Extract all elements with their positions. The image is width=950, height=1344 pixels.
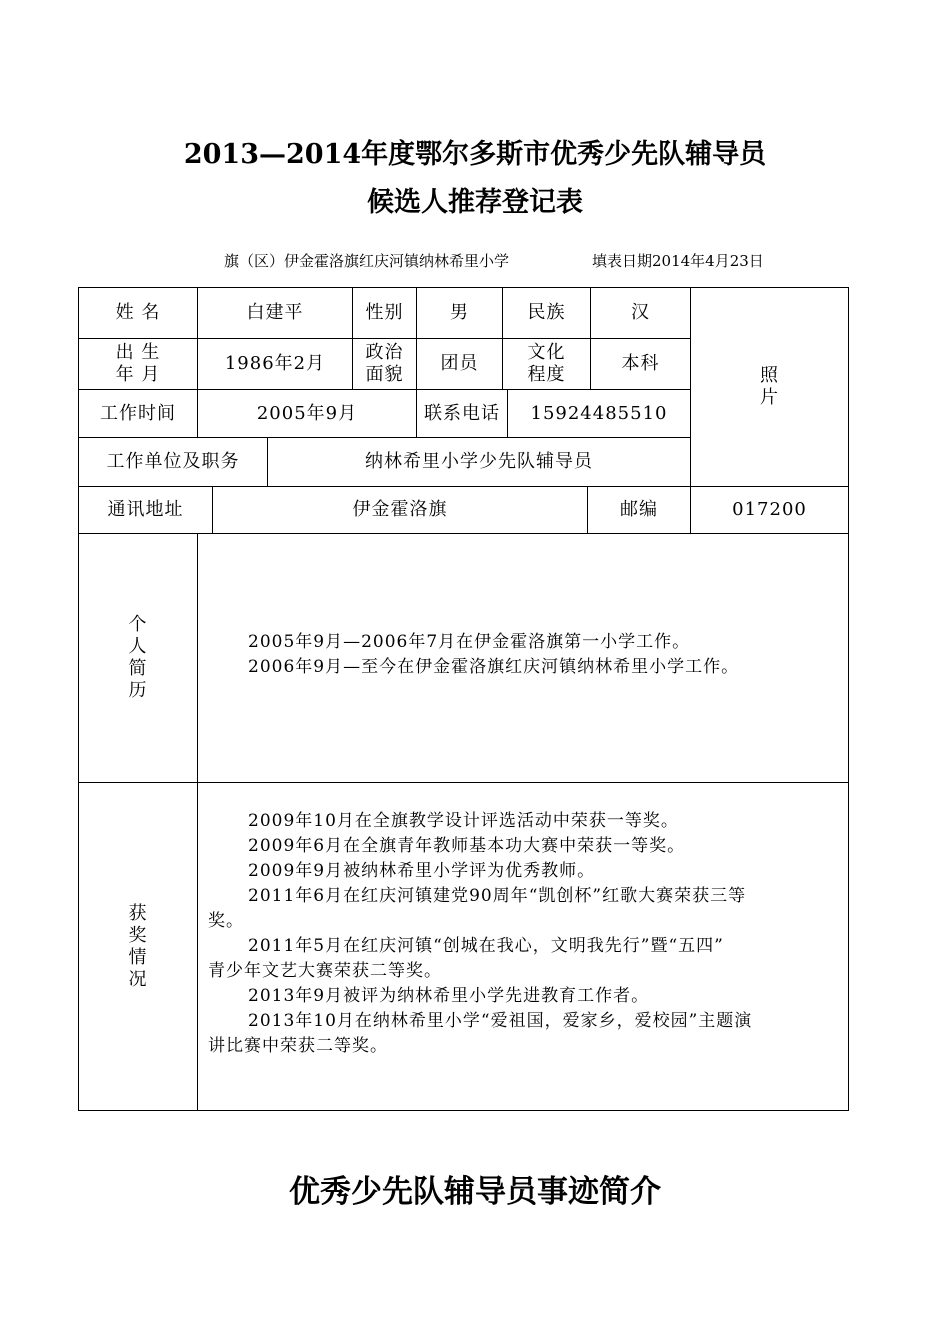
name-label: 姓 名 [78, 287, 198, 339]
award-line: 2013年10月在纳林希里小学“爱祖国，爱家乡，爱校园”主题演 [248, 1011, 753, 1031]
resume-label-char: 个 [128, 614, 148, 635]
photo-box [690, 287, 849, 487]
form-title: 2013—2014年度鄂尔多斯市优秀少先队辅导员 [183, 139, 767, 170]
political-label [352, 338, 417, 390]
school-text: 旗（区）伊金霍洛旗红庆河镇纳林希里小学 [224, 252, 510, 270]
ethnicity-value: 汉 [590, 287, 691, 339]
political-value: 团员 [416, 338, 503, 390]
work-time-label: 工作时间 [78, 389, 198, 438]
resume-label-char: 简 [128, 658, 148, 679]
award-line: 青少年文艺大赛荣获二等奖。 [208, 961, 442, 981]
unit-value: 纳林希里小学少先队辅导员 [267, 437, 691, 487]
postcode-value: 017200 [690, 486, 849, 534]
resume-line: 2006年9月—至今在伊金霍洛旗红庆河镇纳林希里小学工作。 [248, 657, 740, 677]
gender-label: 性别 [352, 287, 417, 339]
unit-label: 工作单位及职务 [78, 437, 268, 487]
political-label-1: 政治 [365, 342, 404, 363]
address-label: 通讯地址 [78, 486, 213, 534]
birth-label-2: 年 月 [115, 364, 161, 385]
resume-line: 2005年9月—2006年7月在伊金霍洛旗第一小学工作。 [248, 632, 691, 652]
work-time-value: 2005年9月 [197, 389, 417, 438]
award-line: 讲比赛中荣获二等奖。 [208, 1036, 388, 1056]
address-value: 伊金霍洛旗 [212, 486, 588, 534]
resume-label-char: 历 [128, 680, 148, 701]
photo-label-1: 照 [760, 365, 779, 386]
awards-label-char: 况 [128, 968, 148, 990]
award-line: 2009年9月被纳林希里小学评为优秀教师。 [248, 861, 596, 881]
award-line: 奖。 [208, 911, 244, 931]
ethnicity-label: 民族 [502, 287, 591, 339]
birth-label-1: 出 生 [115, 342, 161, 363]
form-subtitle: 候选人推荐登记表 [367, 187, 583, 218]
political-label-2: 面貌 [365, 364, 404, 385]
registration-table [78, 287, 849, 1111]
name-value: 白建平 [197, 287, 353, 339]
awards-label-char: 奖 [128, 924, 148, 946]
award-line: 2013年9月被评为纳林希里小学先进教育工作者。 [248, 986, 650, 1006]
education-label [502, 338, 591, 390]
resume-label-char: 人 [128, 636, 148, 657]
award-line: 2011年6月在红庆河镇建党90周年“凯创杯”红歌大赛荣获三等 [248, 886, 747, 906]
resume-content [197, 533, 849, 783]
education-value: 本科 [590, 338, 691, 390]
education-label-2: 程度 [527, 364, 566, 385]
phone-value: 15924485510 [507, 389, 691, 438]
section-title: 优秀少先队辅导员事迹简介 [289, 1174, 661, 1210]
fill-date-text: 填表日期2014年4月23日 [592, 252, 764, 270]
photo-label-2: 片 [760, 387, 779, 408]
resume-label [78, 533, 198, 783]
education-label-1: 文化 [527, 342, 566, 363]
phone-label: 联系电话 [416, 389, 508, 438]
award-line: 2009年6月在全旗青年教师基本功大赛中荣获一等奖。 [248, 836, 686, 856]
award-line: 2009年10月在全旗教学设计评选活动中荣获一等奖。 [248, 811, 679, 831]
birth-label [78, 338, 198, 390]
awards-content [197, 782, 849, 1111]
award-line: 2011年5月在红庆河镇“创城在我心，文明我先行”暨“五四” [248, 936, 724, 956]
gender-value: 男 [416, 287, 503, 339]
awards-label-char: 情 [128, 946, 148, 968]
awards-label [78, 782, 198, 1111]
birth-value: 1986年2月 [197, 338, 353, 390]
awards-label-char: 获 [128, 902, 148, 924]
postcode-label: 邮编 [587, 486, 691, 534]
